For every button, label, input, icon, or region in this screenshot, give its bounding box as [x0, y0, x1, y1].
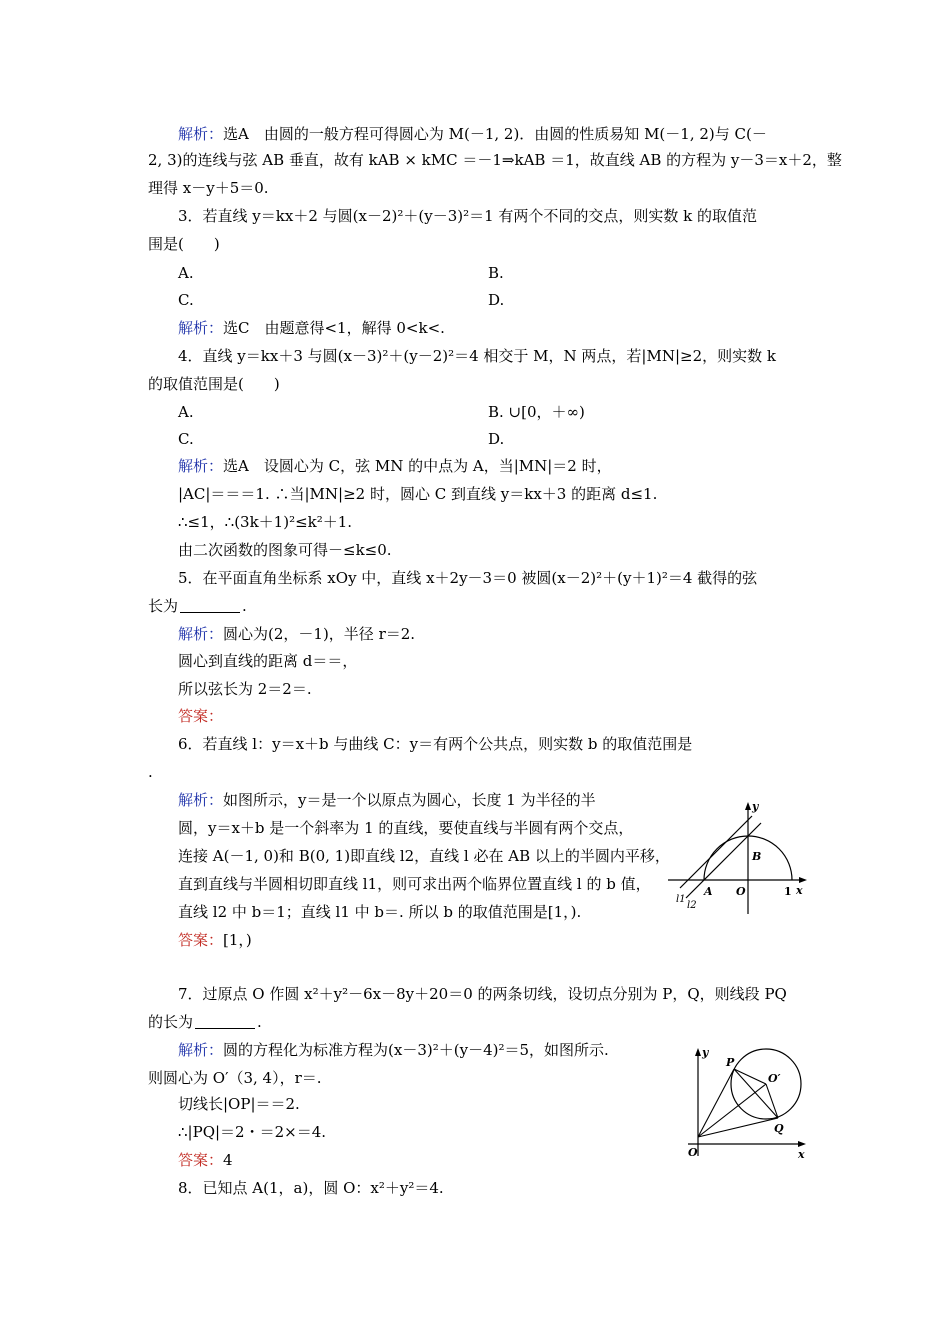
line-text: 4．直线 y＝kx＋3 与圆(x－3)²＋(y－2)²＝4 相交于 M，N 两点，若|MN|≥2，则实数 k	[178, 347, 776, 365]
line-text: 长为	[148, 597, 179, 615]
line-text: 选C 由题意得<1，解得 0<k<.	[223, 319, 445, 337]
text-line	[178, 818, 633, 838]
text-line	[178, 930, 252, 950]
text-line	[178, 1122, 326, 1142]
text-line	[178, 706, 223, 726]
fig2-label-O-prime: O′	[768, 1072, 781, 1085]
answer-label: 答案：	[178, 931, 224, 949]
line-text: 7．过原点 O 作圆 x²＋y²－6x－8y＋20＝0 的两条切线，设切点分别为 P，Q，则线段 PQ	[178, 985, 787, 1003]
line-text: |AC|＝＝＝1. ∴当|MN|≥2 时，圆心 C 到直线 y＝kx＋3 的距离 d≤1.	[178, 485, 658, 503]
text-line	[178, 902, 581, 922]
text-line	[488, 263, 504, 283]
line-text: 直到直线与半圆相切即直线 l1，则可求出两个临界位置直线 l 的 b 值，	[178, 875, 651, 893]
fig1-label-x: x	[796, 884, 803, 897]
text-line	[178, 984, 787, 1004]
line-text: 连接 A(－1, 0)和 B(0, 1)即直线 l2，直线 l 必在 AB 以上的半圆内平移，	[178, 847, 670, 865]
analysis-label: 解析：	[178, 791, 224, 809]
text-line	[178, 540, 392, 560]
text-line	[178, 874, 651, 894]
answer-blank	[195, 1014, 255, 1029]
fig2-label-P: P	[726, 1056, 735, 1069]
line-text: [1，)	[223, 931, 252, 949]
analysis-label: 解析：	[178, 457, 224, 475]
figure-semicircle	[668, 796, 813, 916]
answer-label: 答案：	[178, 1151, 224, 1169]
line-text: 5．在平面直角坐标系 xOy 中，直线 x＋2y－3＝0 被圆(x－2)²＋(y＋1)²＝4 截得的弦	[178, 569, 758, 587]
fig1-label-O: O	[736, 885, 746, 898]
text-line	[148, 150, 842, 170]
text-line	[178, 484, 657, 504]
text-line	[178, 124, 767, 144]
line-text: 圆的方程化为标准方程为(x－3)²＋(y－4)²＝5，如图所示.	[223, 1041, 609, 1059]
line-text: 圆，y＝x＋b 是一个斜率为 1 的直线，要使直线与半圆有两个交点，	[178, 819, 634, 837]
text-line	[178, 456, 612, 476]
fig2-label-Q: Q	[774, 1122, 784, 1135]
line-text: .	[148, 763, 153, 781]
line-text: D.	[488, 430, 505, 448]
text-line	[488, 290, 504, 310]
fig1-label-y: y	[752, 800, 759, 813]
text-line	[148, 1068, 322, 1088]
line-text: 2, 3)的连线与弦 AB 垂直，故有 kAB × kMC ＝－1⇒kAB ＝1，故直线 AB 的方程为 y－3＝x＋2，整	[148, 151, 842, 169]
line-text: 选A 由圆的一般方程可得圆心为 M(－1, 2)．由圆的性质易知 M(－1, 2)与 C(－	[223, 125, 767, 143]
fig1-label-l2: l2	[687, 900, 697, 911]
line-text: B. ∪[0，＋∞)	[488, 403, 585, 421]
text-line	[148, 178, 269, 198]
text-line	[178, 1178, 444, 1198]
fig1-label-l1: l1	[676, 894, 686, 905]
line-text: 圆心到直线的距离 d＝＝，	[178, 652, 358, 670]
line-tail: .	[257, 1013, 262, 1031]
answer-label: 答案：	[178, 707, 224, 725]
text-line	[148, 234, 220, 254]
analysis-label: 解析：	[178, 319, 224, 337]
analysis-label: 解析：	[178, 125, 224, 143]
text-line	[178, 402, 194, 422]
line-text: 4	[223, 1151, 233, 1169]
line-text: ∴|PQ|＝2・＝2×＝4.	[178, 1123, 327, 1141]
line-text: 所以弦长为 2＝2＝.	[178, 680, 312, 698]
fig1-label-1: 1	[784, 885, 792, 898]
text-line	[178, 263, 194, 283]
text-line	[148, 374, 280, 394]
text-line	[178, 1150, 233, 1170]
line-text: 的长为	[148, 1013, 194, 1031]
text-line	[178, 346, 776, 366]
text-line	[488, 429, 504, 449]
fig2-label-x: x	[798, 1148, 805, 1161]
text-line	[178, 290, 194, 310]
line-text: C.	[178, 430, 194, 448]
line-text: 如图所示，y＝是一个以原点为圆心，长度 1 为半径的半	[223, 791, 596, 809]
text-line	[178, 624, 415, 644]
line-text: 直线 l2 中 b＝1；直线 l1 中 b＝. 所以 b 的取值范围是[1，).	[178, 903, 582, 921]
fig2-label-O: O	[688, 1146, 698, 1159]
text-line	[178, 206, 757, 226]
text-line	[178, 790, 596, 810]
text-line	[148, 596, 247, 616]
line-text: 切线长|OP|＝＝2.	[178, 1095, 300, 1113]
text-line	[148, 1012, 262, 1032]
text-line	[178, 1094, 300, 1114]
line-text: 理得 x－y＋5＝0.	[148, 179, 269, 197]
line-text: B.	[488, 264, 504, 282]
text-line	[178, 568, 757, 588]
analysis-label: 解析：	[178, 1041, 224, 1059]
text-line	[178, 734, 692, 754]
line-text: A.	[178, 403, 194, 421]
line-text: 围是( )	[148, 235, 220, 253]
analysis-label: 解析：	[178, 625, 224, 643]
fig1-label-A: A	[704, 885, 713, 898]
text-line	[488, 402, 585, 422]
answer-blank	[180, 598, 240, 613]
text-line	[148, 762, 153, 782]
text-line	[178, 846, 670, 866]
line-tail: .	[242, 597, 247, 615]
figure-tangent-circle	[682, 1044, 812, 1162]
text-line	[178, 679, 312, 699]
line-text: 选A 设圆心为 C，弦 MN 的中点为 A，当|MN|＝2 时，	[223, 457, 612, 475]
fig2-label-y: y	[702, 1046, 709, 1059]
line-text: 由二次函数的图象可得－≤k≤0.	[178, 541, 392, 559]
text-line	[178, 1040, 609, 1060]
line-text: 则圆心为 O′（3, 4），r＝.	[148, 1069, 322, 1087]
line-text: 圆心为(2，－1)，半径 r＝2.	[223, 625, 416, 643]
text-line	[178, 318, 445, 338]
line-text: 6．若直线 l：y＝x＋b 与曲线 C：y＝有两个公共点，则实数 b 的取值范围是	[178, 735, 693, 753]
text-line	[178, 429, 194, 449]
line-text: A.	[178, 264, 194, 282]
line-text: 的取值范围是( )	[148, 375, 280, 393]
line-text: ∴≤1，∴(3k＋1)²≤k²＋1.	[178, 513, 353, 531]
text-line	[178, 512, 352, 532]
text-line	[178, 651, 357, 671]
line-text: 3．若直线 y＝kx＋2 与圆(x－2)²＋(y－3)²＝1 有两个不同的交点，则实数 k 的取值范	[178, 207, 758, 225]
line-text: D.	[488, 291, 505, 309]
line-text: 8．已知点 A(1，a)，圆 O：x²＋y²＝4.	[178, 1179, 444, 1197]
line-text: C.	[178, 291, 194, 309]
fig1-label-B: B	[752, 850, 762, 863]
